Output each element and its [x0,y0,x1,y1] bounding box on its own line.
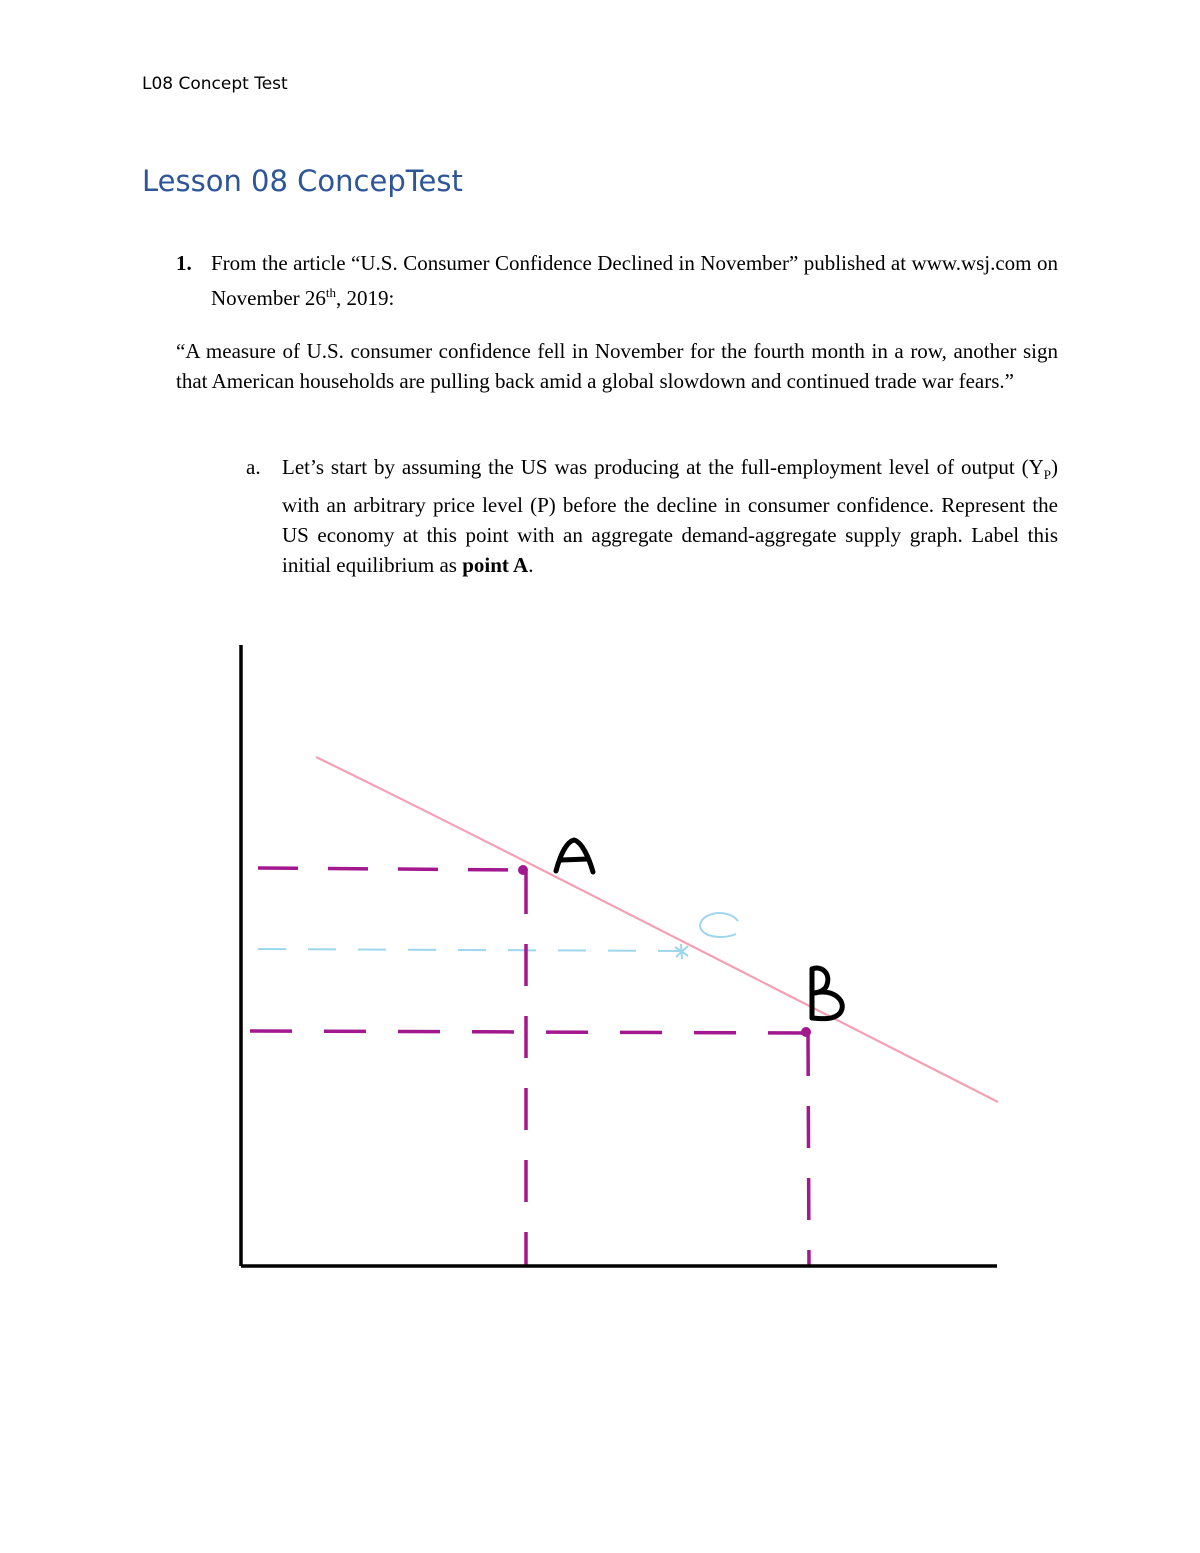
question-number: 1. [176,251,192,275]
page-title: Lesson 08 ConcepTest [142,164,463,198]
b-guide-horizontal [250,1031,806,1033]
part-a-bold: point A [462,553,529,578]
part-a-text-1: Let’s start by assuming the US was producing at the full-employment level of output (Y [282,455,1044,479]
label-a [556,840,593,872]
article-quote: “A measure of U.S. consumer confidence fell in November for the fourth month in a row, another sign that American households are pulling back amid a global slowdown and continued trade war fears.” [176,339,1058,393]
question-intro-end: , 2019: [336,286,395,310]
c-guide-horizontal [258,949,680,951]
label-b [812,968,842,1019]
b-guide-vertical [808,1034,809,1265]
demand-curve [316,757,998,1102]
point-b-dot [801,1027,811,1037]
part-a-sub: P [1043,467,1051,483]
label-c [700,913,738,937]
page-header: L08 Concept Test [142,74,288,94]
part-a-letter: a. [246,455,261,479]
part-a-text-2: ) with an arbitrary price level (P) before the decline in consumer confidence. Represent the US economy at this point with an aggregate demand-aggregate supply graph. Label this initial equilibrium as [282,455,1058,578]
a-guide-horizontal [258,868,524,870]
question-intro-sup: th [325,285,337,300]
question-intro-text: From the article “U.S. Consumer Confidence Declined in November” published at www.wsj.com on November 26 [211,251,1058,310]
part-a-text-3: . [528,553,534,578]
point-a-dot [518,865,528,875]
